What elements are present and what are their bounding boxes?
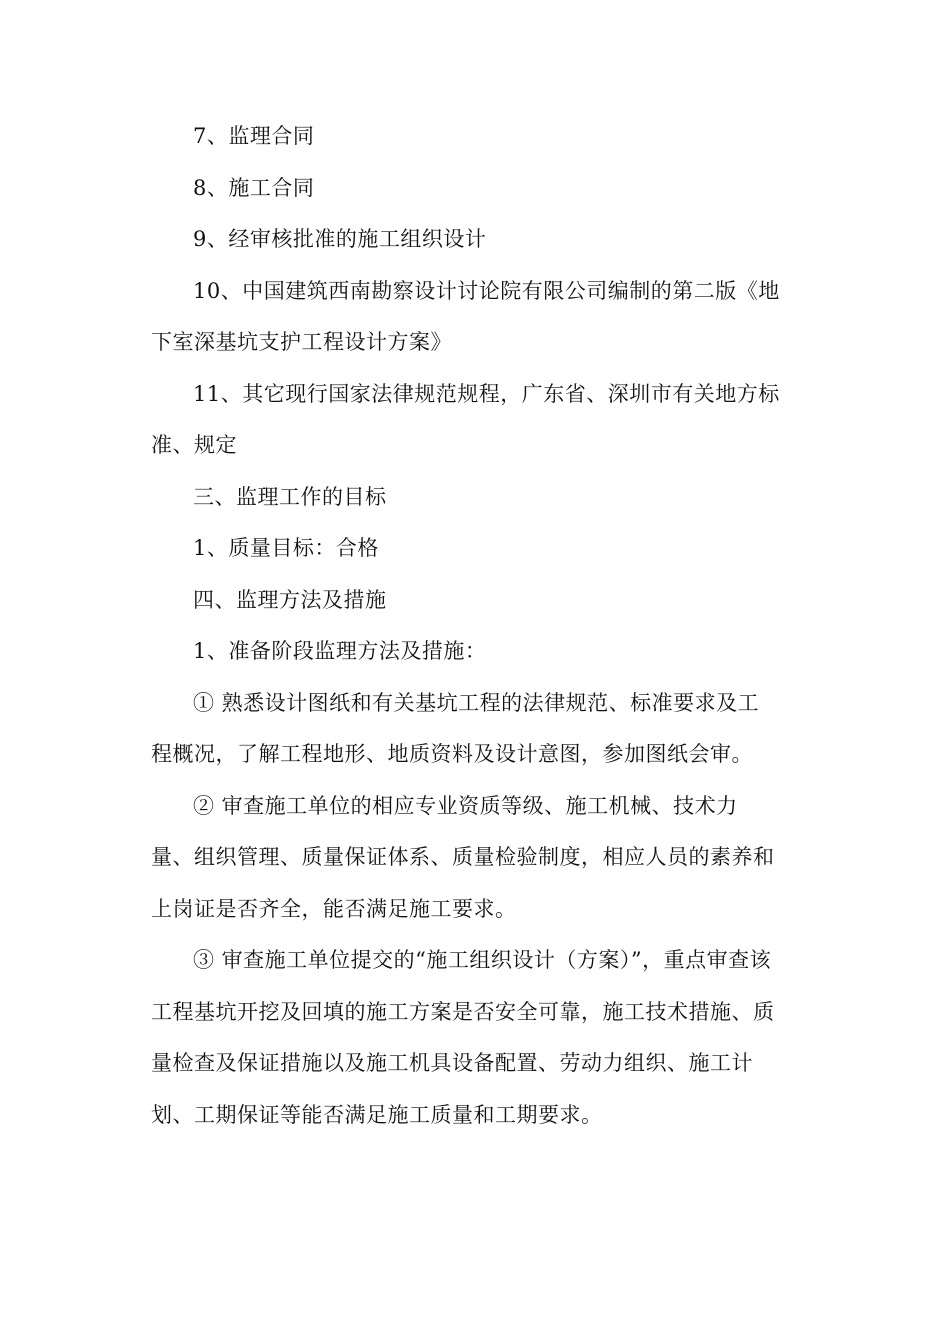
line-text: 程概况，了解工程地形、地质资料及设计意图，参加图纸会审。 (151, 742, 753, 766)
text-line (0, 633, 950, 669)
line-text: 8、施工合同 (193, 176, 315, 200)
text-line (0, 170, 950, 206)
text-line (0, 427, 950, 463)
line-text: 下室深基坑支护工程设计方案》 (151, 330, 452, 354)
text-line (0, 736, 950, 772)
text-line (0, 324, 950, 360)
text-line (0, 376, 950, 412)
line-text: ② 审查施工单位的相应专业资质等级、施工机械、技术力 (193, 794, 738, 818)
line-text: 准、规定 (151, 433, 237, 457)
text-line (0, 582, 950, 618)
line-text: ③ 审查施工单位提交的“施工组织设计（方案）”，重点审查该 (193, 948, 772, 972)
line-text: 9、经审核批准的施工组织设计 (193, 227, 487, 251)
text-line (0, 994, 950, 1030)
line-text: 1、质量目标：合格 (193, 536, 379, 560)
text-line (0, 118, 950, 154)
line-text: ① 熟悉设计图纸和有关基坑工程的法律规范、标准要求及工 (193, 691, 760, 715)
text-line (0, 891, 950, 927)
line-text: 四、监理方法及措施 (193, 588, 387, 612)
text-line (0, 942, 950, 978)
text-line (0, 273, 950, 309)
line-text: 7、监理合同 (193, 124, 315, 148)
text-line (0, 221, 950, 257)
line-text: 工程基坑开挖及回填的施工方案是否安全可靠，施工技术措施、质 (151, 1000, 775, 1024)
line-text: 划、工期保证等能否满足施工质量和工期要求。 (151, 1103, 603, 1127)
text-line (0, 788, 950, 824)
line-text: 量检查及保证措施以及施工机具设备配置、劳动力组织、施工计 (151, 1051, 753, 1075)
text-line (0, 479, 950, 515)
text-line (0, 530, 950, 566)
line-text: 10、中国建筑西南勘察设计讨论院有限公司编制的第二版《地 (193, 279, 780, 303)
text-line (0, 839, 950, 875)
line-text: 三、监理工作的目标 (193, 485, 387, 509)
text-line (0, 1045, 950, 1081)
line-text: 11、其它现行国家法律规范规程，广东省、深圳市有关地方标 (193, 382, 780, 406)
line-text: 1、准备阶段监理方法及措施： (193, 639, 487, 663)
line-text: 上岗证是否齐全，能否满足施工要求。 (151, 897, 517, 921)
text-line (0, 685, 950, 721)
line-text: 量、组织管理、质量保证体系、质量检验制度，相应人员的素养和 (151, 845, 775, 869)
text-line (0, 1097, 950, 1133)
